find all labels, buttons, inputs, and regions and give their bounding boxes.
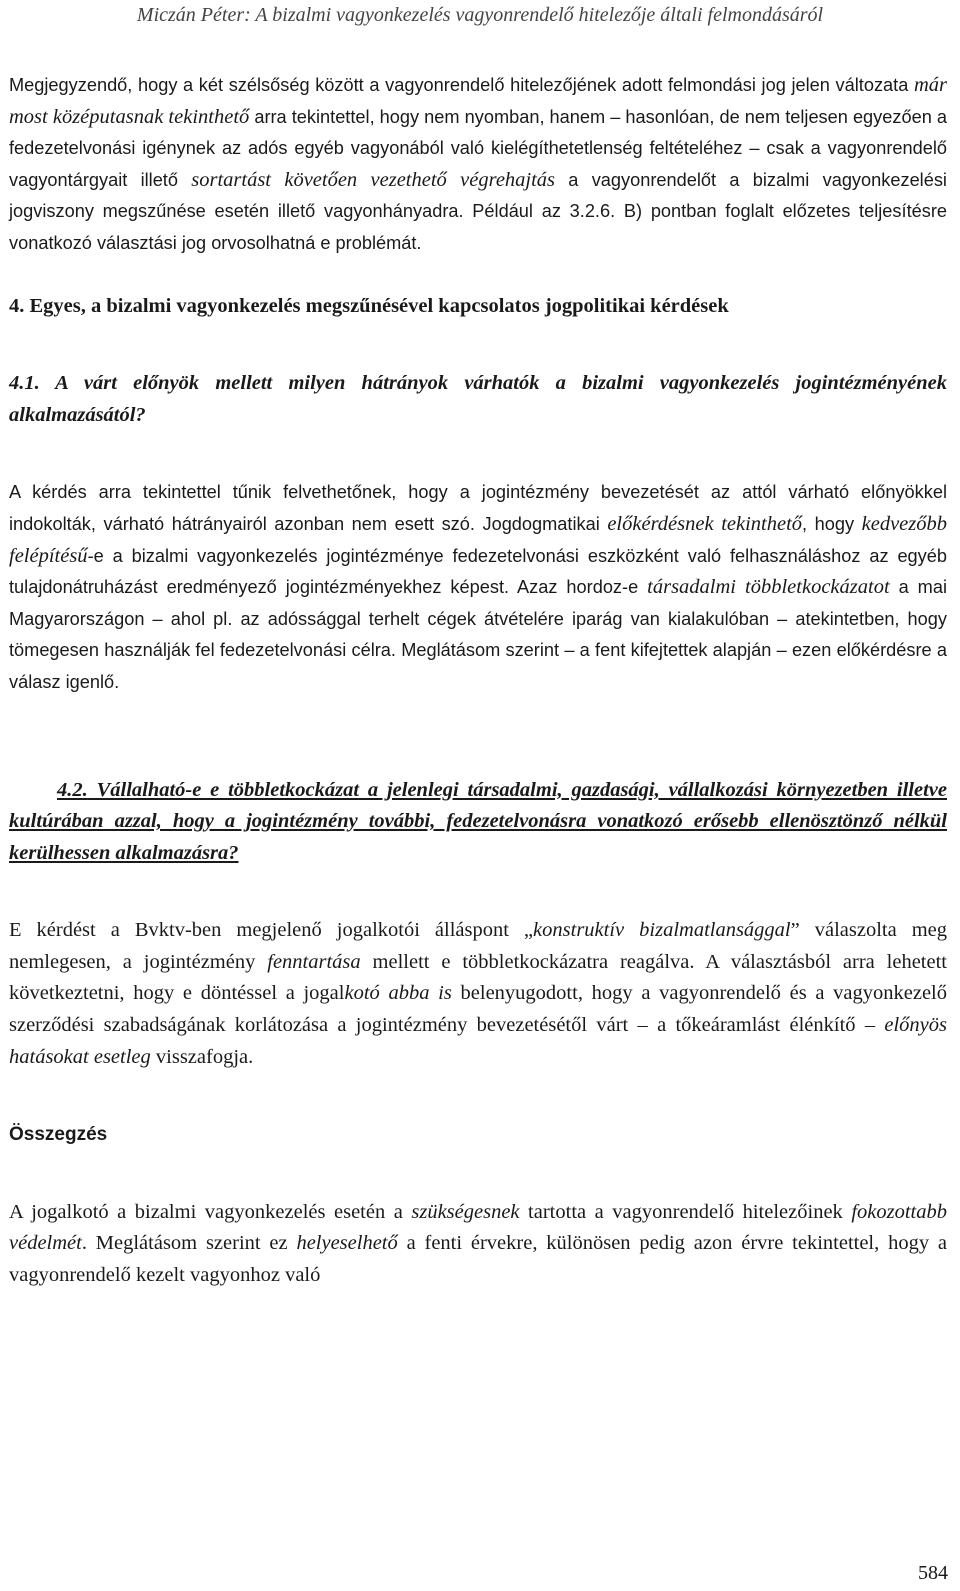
- summary-heading: Összegzés: [9, 1124, 108, 1146]
- section-4-heading: 4. Egyes, a bizalmi vagyonkezelés megszűnésével kapcsolatos jogpolitikai kérdések: [9, 294, 729, 317]
- section-4-2-heading: 4.2. Vállalható-e e többletkockázat a jelenlegi társadalmi, gazdasági, vállalkozási környezetben illetve kultúrában azzal, hogy a jogintézmény további, fedezetelvonásra vonatkozó erősebb ellenösztönző nélkül kerülhessen alkalmazásra?: [9, 778, 947, 864]
- paragraph-4-2: E kérdést a Bvktv-ben megjelenő jogalkotói álláspont „konstruktív bizalmatlansággal” válaszolta meg nemlegesen, a jogintézmény fenntartása mellett e többletkockázatra reagálva. A választásból arra lehetett következtetni, hogy e döntéssel a jogalkotó abba is belenyugodott, hogy a vagyonrendelő és a vagyonkezelő szerződési szabadságának korlátozása a jogintézmény bevezetésétől várt – a tőkeáramlást élénkítő – előnyös hatásokat esetleg visszafogja.: [9, 919, 948, 1068]
- paragraph-summary: A jogalkotó a bizalmi vagyonkezelés esetén a szükségesnek tartotta a vagyonrendelő hitelezőinek fokozottabb védelmét. Meglátásom szerint ez helyeselhető a fenti érvekre, különösen pedig azon érvre tekintettel, hogy a vagyonrendelő kezelt vagyonhoz való: [9, 1200, 947, 1287]
- section-4-1-heading: 4.1. A várt előnyök mellett milyen hátrányok várhatók a bizalmi vagyonkezelés jogintézményének alkalmazásától?: [9, 372, 947, 426]
- page-content: [9, 70, 947, 1292]
- paragraph-4-1: A kérdés arra tekintettel tűnik felvethetőnek, hogy a jogintézmény bevezetését az attól várható előnyökkel indokolták, várható hátrányairól azonban nem esett szó. Jogdogmatikai előkérdésnek tekinthető, hogy kedvezőbb felépítésű-e a bizalmi vagyonkezelés jogintézménye fedezetelvonási eszközként való felhasználáshoz az egyéb tulajdonátruházást eredményező jogintézményekhez képest. Azaz hordoz-e társadalmi többletkockázatot a mai Magyarországon – ahol pl. az adóssággal terhelt cégek átvételére iparág van kialakulóban – atekintetben, hogy tömegesen használják fel fedezetelvonási célra. Meglátásom szerint – a fent kifejtettek alapján – ezen előkérdésre a válasz igenlő.: [9, 482, 948, 692]
- page-number: 584: [918, 1562, 948, 1584]
- running-header: Miczán Péter: A bizalmi vagyonkezelés vagyonrendelő hitelezője általi felmondásáról: [136, 4, 824, 26]
- paragraph-intro: Megjegyzendő, hogy a két szélsőség között a vagyonrendelő hitelezőjének adott felmondási jog jelen változata már most középutasnak tekinthető arra tekintettel, hogy nem nyomban, hanem – hasonlóan, de nem teljesen egyezően a fedezetelvonási igénynek az adós egyéb vagyonából való kielégíthetetlenség feltételéhez – csak a vagyonrendelő vagyontárgyait illető sortartást követően vezethető végrehajtás a vagyonrendelőt a bizalmi vagyonkezelési jogviszony megszűnése esetén illető vagyonhányadra. Például az 3.2.6. B) pontban foglalt előzetes teljesítésre vonatkozó választási jog orvosolhatná e problémát.: [9, 74, 947, 253]
